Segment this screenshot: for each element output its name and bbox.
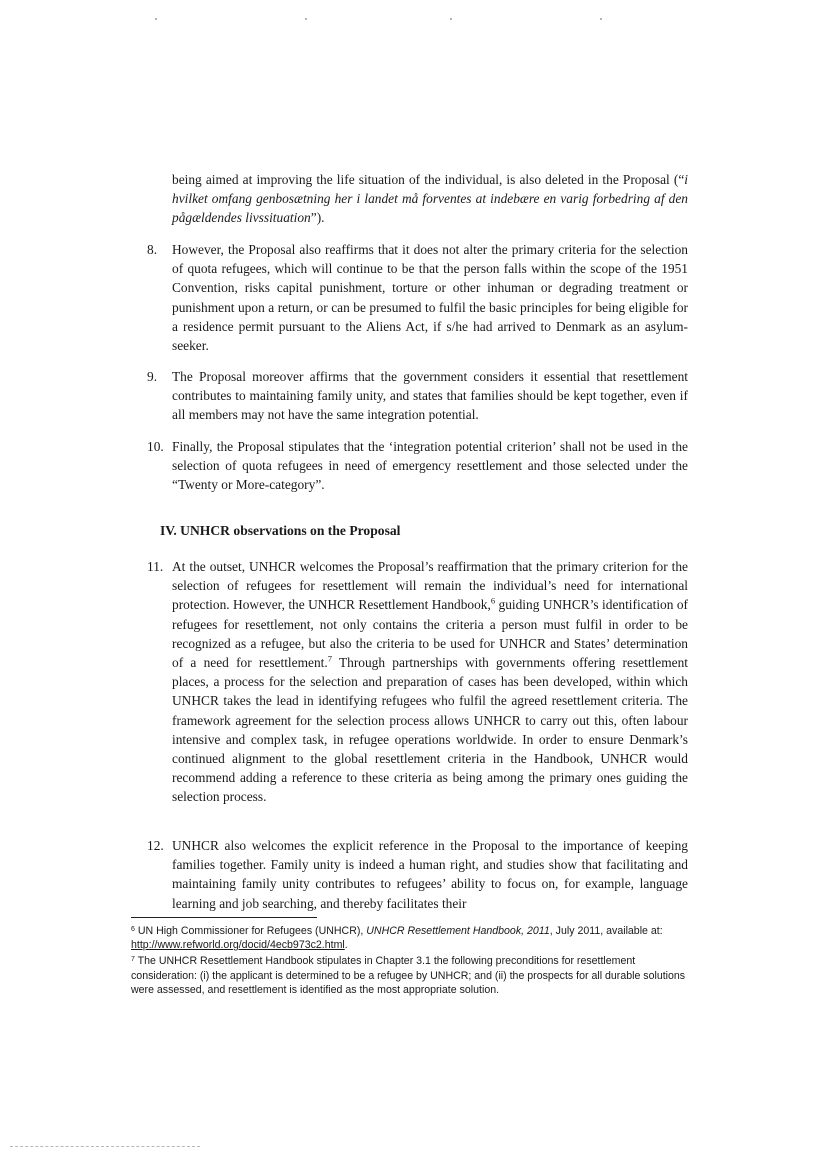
footnote-ref-6[interactable]: 6	[490, 595, 496, 606]
paragraph-number: 10.	[147, 439, 164, 454]
paragraph-number: 8.	[147, 242, 158, 257]
paragraph-10	[147, 437, 688, 495]
scan-mark	[450, 18, 452, 20]
footnote-ref-7[interactable]: 7	[327, 653, 332, 664]
paragraph-text: The Proposal moreover affirms that the government considers it essential that resettlement contributes to maintaining family unity, and states that families should be kept together, even if all members may not have the same integration potential.	[172, 369, 688, 423]
intro-text: being aimed at improving the life situation of the individual, is also deleted in the Proposal (“	[172, 172, 685, 187]
paragraph-text: At the outset, UNHCR welcomes the Proposal’s reaffirmation that the primary criterion for the selection of refugees for resettlement will remain the individual’s need for international protection. However, the UNHCR Resettlement Handbook,$^6$ guiding UNHCR’s identification of refugees for resettlement, not only contains the criteria a person must fulfil in order to be recognized as a refugee, but also the criteria to be used for UNHCR and States’ determination of a need for resettlement.$^7$ Through partnerships with governments offering resettlement places, a process for the selection and preparation of cases has been developed, within which UNHCR takes the lead in identifying refugees who fulfil the agreed resettlement criteria. The framework agreement for the selection process allows UNHCR to carry out this, often labour intensive and complex task, in refugee operations worldwide. In order to ensure Denmark’s continued alignment to the global resettlement criteria in the Handbook, UNHCR would recommend adding a reference to these criteria as being among the primary ones guiding the selection process.	[172, 559, 688, 805]
scan-mark	[600, 18, 602, 20]
footnotes	[131, 924, 696, 999]
scan-edge-line	[10, 1146, 200, 1147]
scan-mark	[305, 18, 307, 20]
footnote-7: $^7$ The UNHCR Resettlement Handbook stipulates in Chapter 3.1 the following preconditions for resettlement consideration: (i) the applicant is determined to be a refugee by UNHCR; and (ii) the prospects for all durable solutions were assessed, and resettlement is identified as the most appropriate solution.	[131, 955, 686, 996]
paragraph-11	[147, 557, 688, 807]
paragraph-number: 11.	[147, 559, 164, 574]
danish-quote: i hvilket omfang genbosætning her i landet må forventes at indebære en varig forbedring af den pågældendes livssituation	[172, 172, 688, 226]
paragraph-number: 12.	[147, 838, 164, 853]
paragraph-number: 9.	[147, 369, 158, 384]
paragraph-9	[147, 367, 688, 425]
section-heading: IV. UNHCR observations on the Proposal	[160, 523, 401, 538]
scan-mark	[155, 18, 157, 20]
paragraph-8	[147, 240, 688, 355]
paragraph-text: UNHCR also welcomes the explicit reference in the Proposal to the importance of keeping families together. Family unity is indeed a human right, and studies show that facilitating and maintaining family unity contributes to refugees’ ability to focus on, for example, language learning and job searching, and thereby facilitates their	[172, 838, 688, 911]
intro-tail: ”).	[310, 210, 325, 226]
footnote-6: $^6$ UN High Commissioner for Refugees (UNHCR), UNHCR Resettlement Handbook, 2011, July 2011, available at: http://www.refworld.org/docid/4ecb973c2.html.	[131, 925, 663, 952]
intro-paragraph	[172, 170, 688, 228]
refworld-link[interactable]: http://www.refworld.org/docid/4ecb973c2.html	[131, 939, 345, 952]
paragraph-12	[147, 836, 688, 913]
paragraph-text: Finally, the Proposal stipulates that the ‘integration potential criterion’ shall not be used in the selection of quota refugees in need of emergency resettlement and those selected under the “Twenty or More-category”.	[172, 439, 688, 493]
paragraph-text: However, the Proposal also reaffirms that it does not alter the primary criteria for the selection of quota refugees, which will continue to be that the person falls within the scope of the 1951 Convention, risks capital punishment, torture or other inhuman or degrading treatment or punishment upon a return, or can be presumed to fulfil the basic principles for being eligible for a residence permit pursuant to the Aliens Act, if s/he had arrived to Denmark as an asylum-seeker.	[172, 242, 688, 354]
footnote-separator	[131, 917, 317, 918]
